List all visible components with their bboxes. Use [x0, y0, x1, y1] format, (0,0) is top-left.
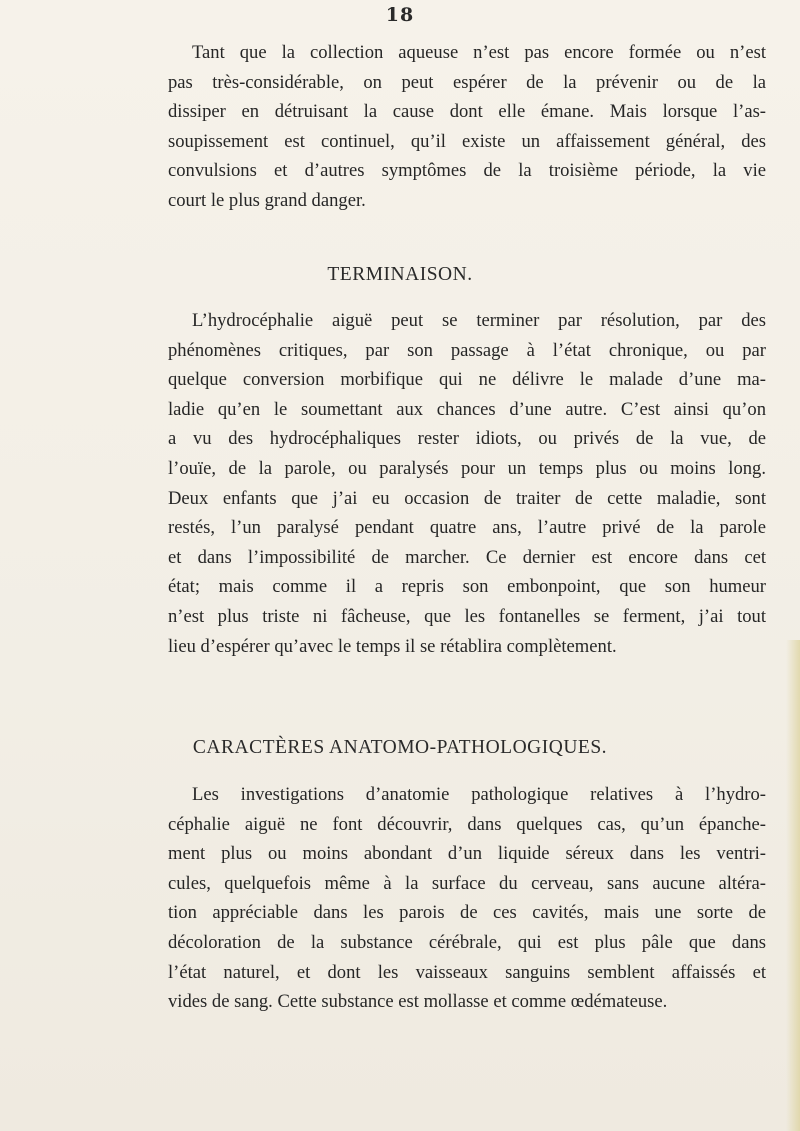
section-heading-caracteres: CARACTÈRES ANATOMO-PATHOLOGIQUES.: [192, 737, 608, 758]
text-line: quelque conversion morbifique qui ne délivre le malade d’une ma-: [168, 369, 766, 391]
text-line: restés, l’un paralysé pendant quatre ans, l’autre privé de la parole: [168, 517, 766, 539]
paragraph-anatomo-pathologiques: [168, 780, 766, 1017]
text-line: l’ouïe, de la parole, ou paralysés pour un temps plus ou moins long.: [168, 457, 766, 479]
page-edge-stain: [786, 640, 800, 1131]
text-line: Deux enfants que j’ai eu occasion de traiter de cette maladie, sont: [168, 487, 766, 509]
text-line: a vu des hydrocéphaliques rester idiots, ou privés de la vue, de: [168, 428, 766, 450]
text-line: l’état naturel, et dont les vaisseaux sanguins semblent affaissés et: [168, 961, 766, 983]
text-line: phénomènes critiques, par son passage à l’état chronique, ou par: [168, 339, 766, 361]
text-line: ladie qu’en le soumettant aux chances d’une autre. C’est ainsi qu’on: [168, 398, 766, 420]
text-line: cules, quelquefois même à la surface du cerveau, sans aucune altéra-: [168, 872, 766, 894]
paragraph-intro: [168, 38, 766, 216]
text-line: tion appréciable dans les parois de ces cavités, mais une sorte de: [168, 902, 766, 924]
text-line: pas très-considérable, on peut espérer de la prévenir ou de la: [168, 71, 766, 93]
text-line: vides de sang. Cette substance est mollasse et comme œdémateuse.: [168, 991, 668, 1013]
text-line: lieu d’espérer qu’avec le temps il se rétablira complètement.: [168, 635, 617, 657]
text-line: céphalie aiguë ne font découvrir, dans quelques cas, qu’un épanche-: [168, 813, 766, 835]
text-line: L’hydrocéphalie aiguë peut se terminer par résolution, par des: [192, 310, 766, 331]
text-line: Les investigations d’anatomie pathologique relatives à l’hydro-: [192, 784, 766, 805]
text-line: convulsions et d’autres symptômes de la troisième période, la vie: [168, 160, 766, 182]
text-line: Tant que la collection aqueuse n’est pas encore formée ou n’est: [192, 42, 766, 63]
text-line: état; mais comme il a repris son embonpoint, que son humeur: [168, 576, 766, 598]
text-line: et dans l’impossibilité de marcher. Ce dernier est encore dans cet: [168, 546, 766, 568]
text-line: court le plus grand danger.: [168, 189, 366, 211]
text-line: ment plus ou moins abondant d’un liquide séreux dans les ventri-: [168, 843, 766, 865]
section-heading-terminaison: TERMINAISON.: [327, 264, 473, 285]
paragraph-terminaison: [168, 306, 766, 661]
page-number: 18: [385, 4, 415, 26]
text-line: soupissement est continuel, qu’il existe un affaissement général, des: [168, 130, 766, 152]
text-line: n’est plus triste ni fâcheuse, que les fontanelles se ferment, j’ai tout: [168, 605, 766, 627]
text-line: dissiper en détruisant la cause dont elle émane. Mais lorsque l’as-: [168, 101, 766, 123]
text-line: décoloration de la substance cérébrale, qui est plus pâle que dans: [168, 931, 766, 953]
